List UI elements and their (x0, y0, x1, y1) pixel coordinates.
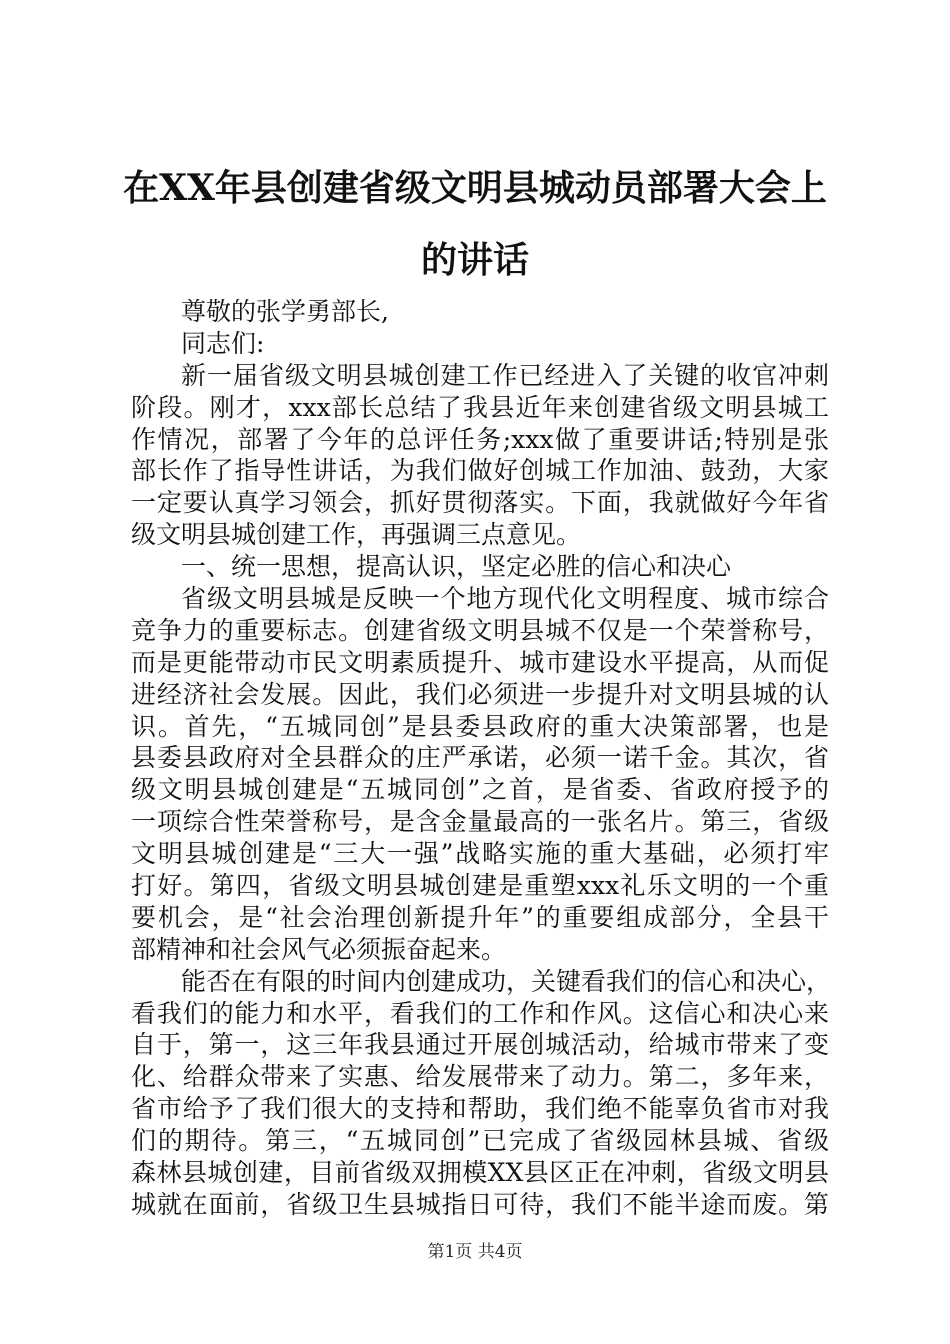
text-line: 化、给群众带来了实惠、给发展带来了动力。第二，多年来， (131, 1062, 829, 1092)
text-line: 看我们的能力和水平，看我们的工作和作风。这信心和决心来 (131, 998, 829, 1028)
text-line: 城就在面前，省级卫生县城指日可待，我们不能半途而废。第 (131, 1189, 829, 1219)
text-line: 森林县城创建，目前省级双拥模XX县区正在冲刺，省级文明县 (131, 1158, 829, 1188)
page-footer: 第1页 共4页 (427, 1242, 523, 1262)
text-line: 进经济社会发展。因此，我们必须进一步提升对文明县城的认 (131, 679, 829, 709)
text-line: 县委县政府对全县群众的庄严承诺，必须一诺千金。其次，省 (131, 743, 829, 773)
text-line: 自于，第一，这三年我县通过开展创城活动，给城市带来了变 (131, 1030, 829, 1060)
text-line: 一定要认真学习领会，抓好贯彻落实。下面，我就做好今年省 (131, 488, 829, 518)
text-line: 级文明县城创建是“五城同创”之首，是省委、省政府授予的 (131, 775, 829, 805)
text-line: 作情况，部署了今年的总评任务;xxx做了重要讲话;特别是张 (131, 424, 829, 454)
text-line: 文明县城创建是“三大一强”战略实施的重大基础，必须打牢 (131, 839, 829, 869)
text-line: 新一届省级文明县城创建工作已经进入了关键的收官冲刺 (181, 360, 829, 390)
text-line: 一项综合性荣誉称号，是含金量最高的一张名片。第三，省级 (131, 807, 829, 837)
text-line: 竞争力的重要标志。创建省级文明县城不仅是一个荣誉称号， (131, 615, 829, 645)
text-line: 要机会，是“社会治理创新提升年”的重要组成部分，全县干 (131, 902, 829, 932)
text-line: 识。首先，“五城同创”是县委县政府的重大决策部署，也是 (131, 711, 829, 741)
text-line: 一、统一思想，提高认识，坚定必胜的信心和决心 (181, 552, 732, 582)
text-line: 部长作了指导性讲话，为我们做好创城工作加油、鼓劲，大家 (131, 456, 829, 486)
text-line: 尊敬的张学勇部长, (181, 297, 389, 326)
text-line: 打好。第四，省级文明县城创建是重塑xxx礼乐文明的一个重 (131, 871, 829, 901)
text-line: 而是更能带动市民文明素质提升、城市建设水平提高，从而促 (131, 647, 829, 677)
document-body (131, 296, 832, 1221)
document-title-line-1: 在XX年县创建省级文明县城动员部署大会上 (123, 167, 827, 209)
text-line: 能否在有限的时间内创建成功，关键看我们的信心和决心， (181, 966, 832, 996)
text-line: 级文明县城创建工作，再强调三点意见。 (131, 520, 582, 550)
text-line: 们的期待。第三，“五城同创”已完成了省级园林县城、省级 (131, 1126, 829, 1156)
text-line: 部精神和社会风气必须振奋起来。 (131, 934, 507, 964)
text-line: 同志们: (181, 328, 265, 358)
document-title-line-2: 的讲话 (420, 239, 529, 281)
text-line: 省级文明县城是反映一个地方现代化文明程度、城市综合 (181, 584, 829, 614)
text-line: 阶段。刚才，xxx部长总结了我县近年来创建省级文明县城工 (131, 392, 829, 422)
text-line: 省市给予了我们很大的支持和帮助，我们绝不能辜负省市对我 (131, 1094, 829, 1124)
